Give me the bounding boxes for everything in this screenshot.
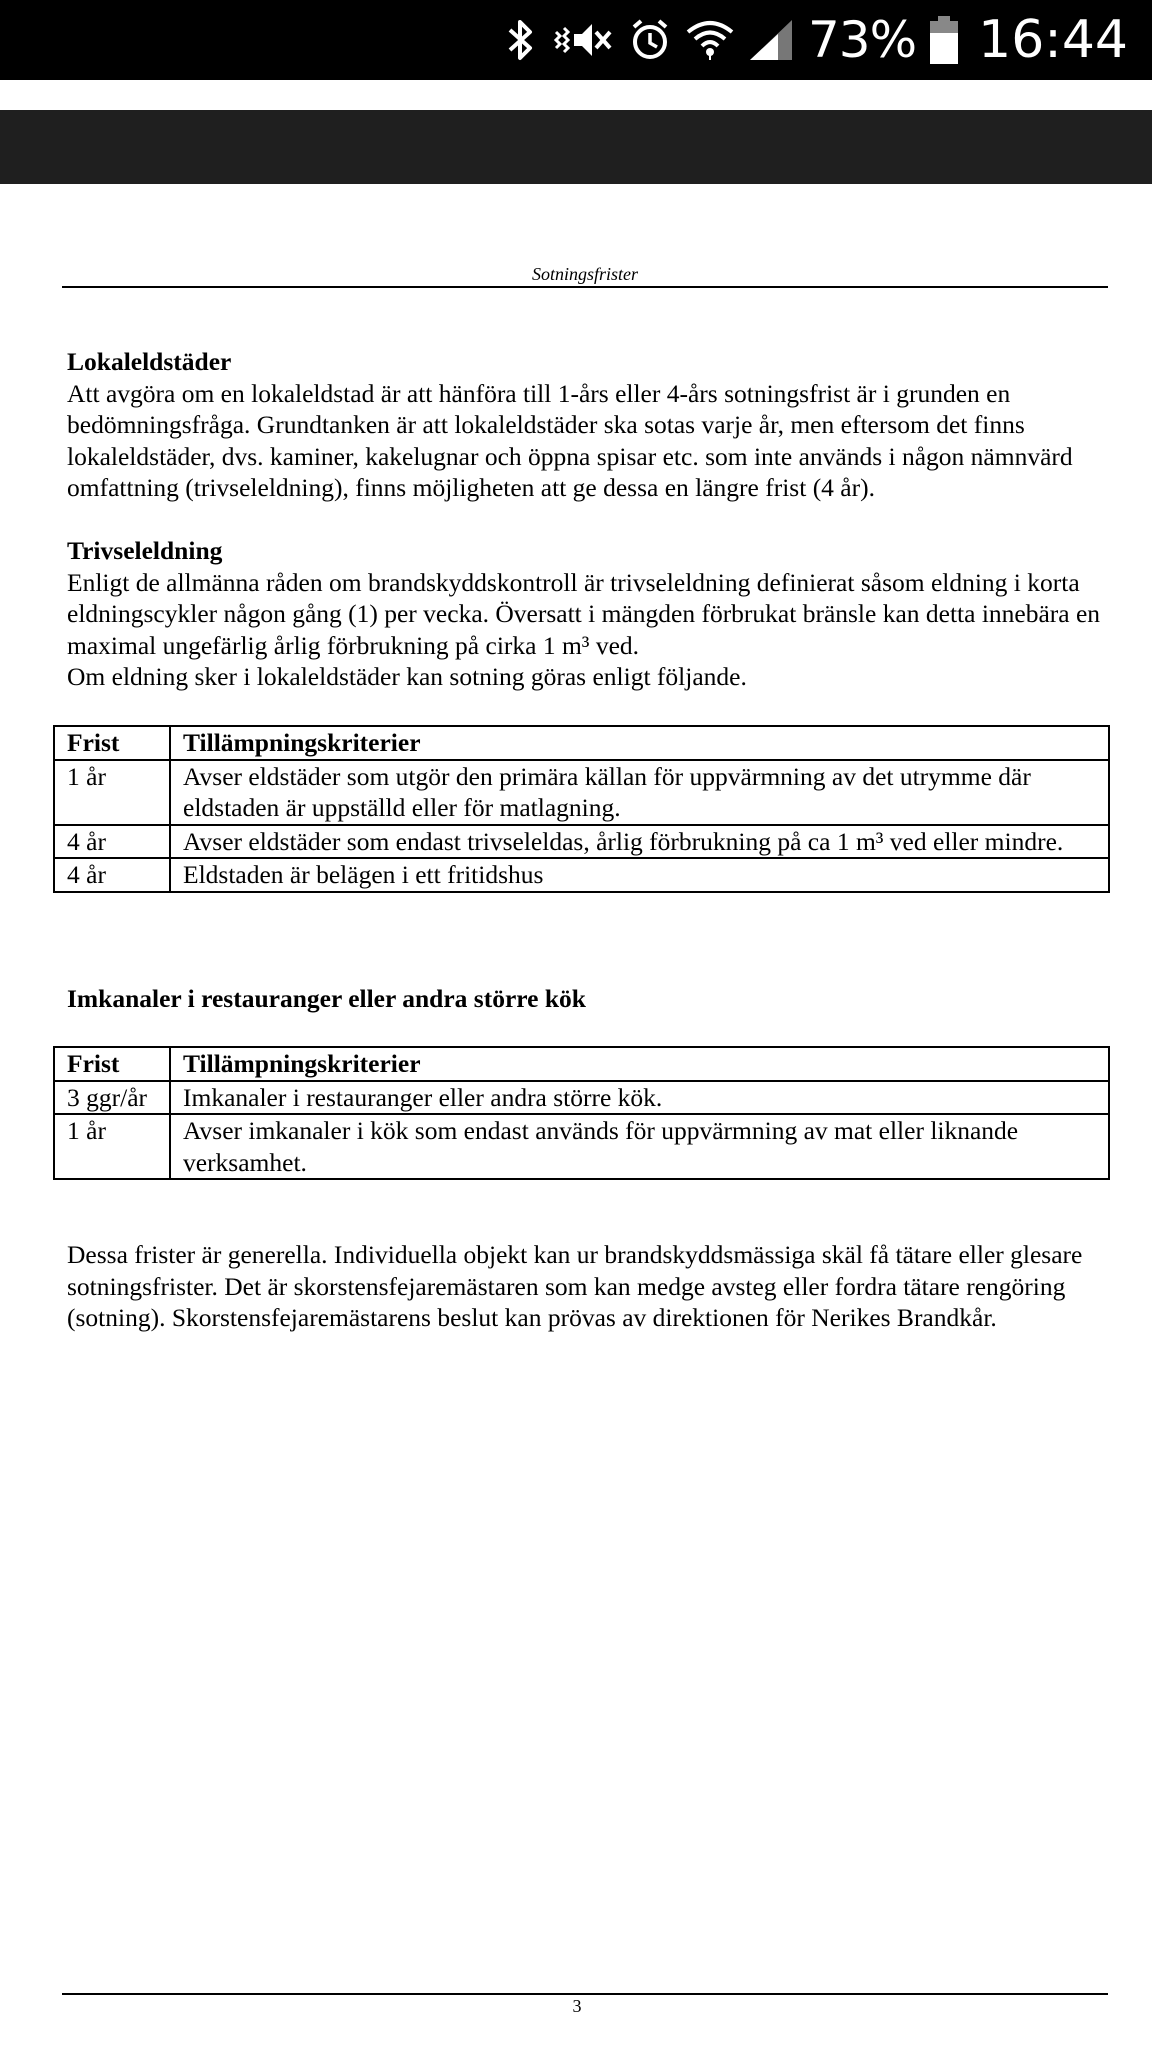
- imkanaler-heading: Imkanaler i restauranger eller andra större kök: [67, 984, 586, 1013]
- section-body: Att avgöra om en lokaleldstad är att hänföra till 1-års eller 4-års sotningsfrist är i grunden en bedömningsfråga. Grundtanken är att lokaleldstäder ska sotas varje år, men eftersom det finns lokaleldstäder, dvs. kaminer, kakelugnar och öppna spisar etc. som inte används i någon nämnvärd omfattning (trivseleldning), finns möjligheten att ge dessa en längre frist (4 år).: [67, 378, 1073, 502]
- table-cell-criteria: Eldstaden är belägen i ett fritidshus: [170, 858, 1109, 892]
- table-cell-frist: 1 år: [54, 760, 170, 825]
- table-cell-criteria: Avser eldstäder som utgör den primära källan för uppvärmning av det utrymme där eldstaden är uppställd eller för matlagning.: [170, 760, 1109, 825]
- closing-paragraph-text: Dessa frister är generella. Individuella objekt kan ur brandskyddsmässiga skäl få tätare eller glesare sotningsfrister. Det är skorstensfejaremästaren som kan medge avsteg eller fordra tätare rengöring (sotning). Skorstensfejaremästarens beslut kan prövas av direktionen för Nerikes Brandkår.: [67, 1240, 1083, 1332]
- table-cell-frist: 3 ggr/år: [54, 1081, 170, 1115]
- status-bar: [0, 0, 1152, 80]
- table-cell-criteria: Avser eldstäder som endast trivseleldas, årlig förbrukning på ca 1 m³ ved eller mindre.: [170, 825, 1109, 859]
- section-heading: Lokaleldstäder: [67, 347, 232, 376]
- battery-icon: [930, 16, 958, 64]
- closing-paragraph: [67, 1239, 1117, 1334]
- running-header: Sotningsfrister: [531, 264, 638, 284]
- section-body: Enligt de allmänna råden om brandskyddskontroll är trivseleldning definierat såsom eldning i korta eldningscykler någon gång (1) per vecka. Översatt i mängden förbrukat bränsle kan detta innebära en maximal ungefärlig årlig förbrukning på cirka 1 m³ ved.: [67, 567, 1101, 660]
- table-row: [54, 1081, 1109, 1115]
- table-header-cell: Frist: [54, 726, 170, 760]
- table-row: [54, 1114, 1109, 1179]
- table-cell-frist: 4 år: [54, 825, 170, 859]
- table-header-cell: Tillämpningskriterier: [170, 726, 1109, 760]
- section-trivseleldning: [67, 535, 1117, 693]
- table-header-row: [54, 1047, 1109, 1081]
- table-row: [54, 858, 1109, 892]
- signal-icon: [748, 18, 794, 62]
- frist-table-lokaleldstader: [53, 725, 1110, 893]
- bluetooth-icon: [504, 18, 538, 62]
- table-cell-criteria: Imkanaler i restauranger eller andra större kök.: [170, 1081, 1109, 1115]
- table-header-cell: Tillämpningskriterier: [170, 1047, 1109, 1081]
- page-number: 3: [572, 1996, 582, 2016]
- alarm-icon: [628, 18, 672, 62]
- vibrate-mute-icon: [552, 18, 614, 62]
- section-heading: Trivseleldning: [67, 536, 223, 565]
- footer-rule: [62, 1993, 1108, 1995]
- table-row: [54, 825, 1109, 859]
- table-header-row: [54, 726, 1109, 760]
- section-lokaleldstader: [67, 346, 1117, 504]
- document-page[interactable]: [0, 184, 1152, 2048]
- table-header-cell: Frist: [54, 1047, 170, 1081]
- section-body-2: Om eldning sker i lokaleldstäder kan sotning göras enligt följande.: [67, 662, 747, 691]
- table-cell-criteria: Avser imkanaler i kök som endast används för uppvärmning av mat eller liknande verksamhet.: [170, 1114, 1109, 1179]
- frist-table-imkanaler: [53, 1046, 1110, 1180]
- wifi-icon: [686, 18, 734, 62]
- status-icons: [504, 0, 1128, 80]
- clock: 16:44: [978, 10, 1128, 70]
- app-toolbar: [0, 110, 1152, 184]
- header-rule: [62, 286, 1108, 288]
- table-row: [54, 760, 1109, 825]
- table-cell-frist: 4 år: [54, 858, 170, 892]
- table-cell-frist: 1 år: [54, 1114, 170, 1179]
- battery-percent: 73%: [808, 11, 917, 69]
